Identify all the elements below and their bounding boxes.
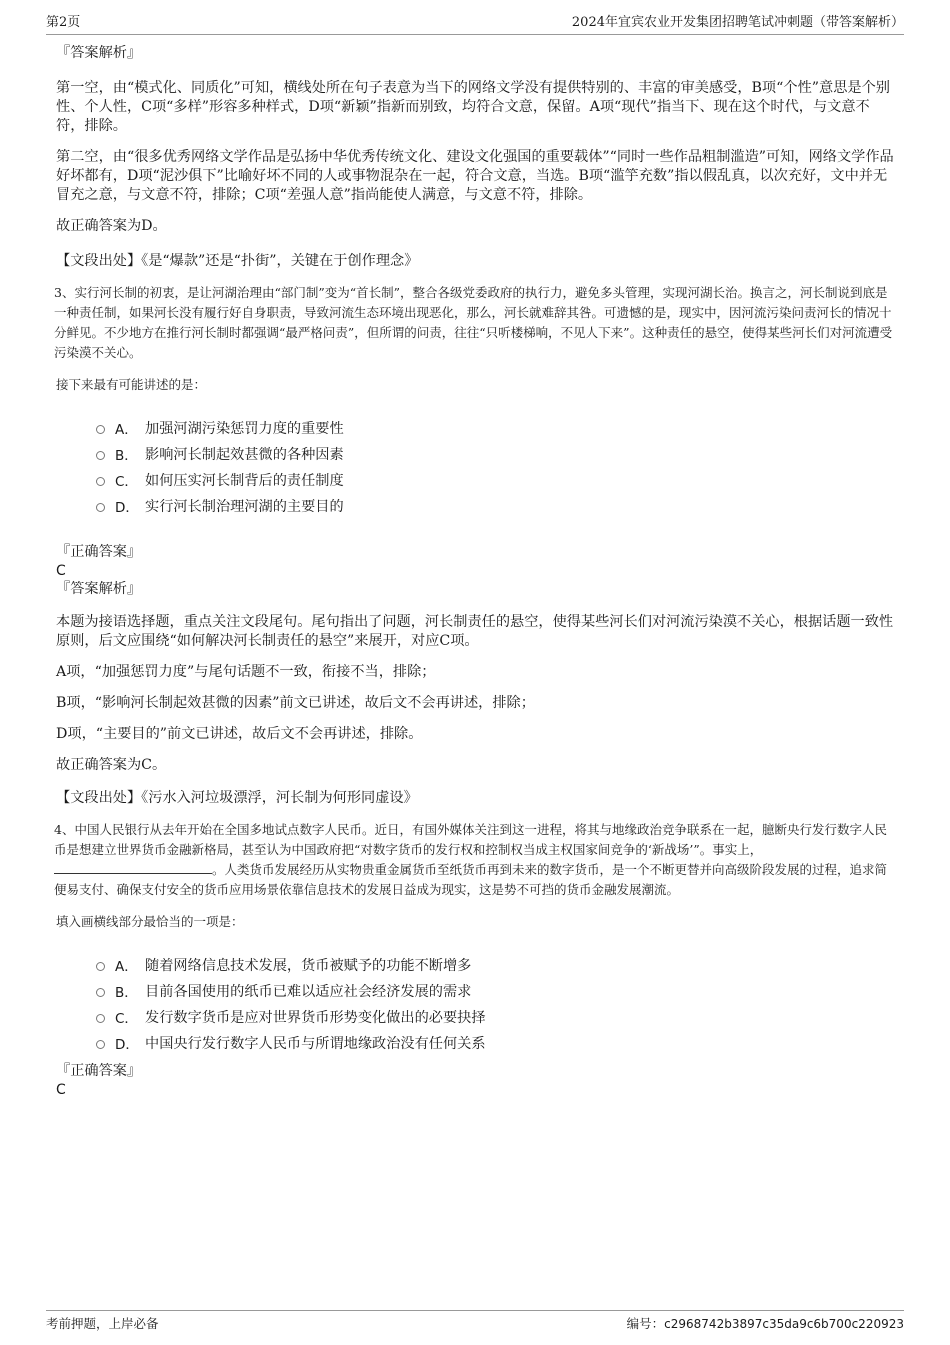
question-prompt: 填入画横线部分最恰当的一项是： xyxy=(56,914,244,929)
page-footer xyxy=(46,1310,904,1333)
question-stem xyxy=(54,820,896,900)
analysis-label: 『答案解析』 xyxy=(56,45,142,61)
code-value: c2968742b3897c35da9c6b700c220923 xyxy=(664,1317,904,1331)
option-text: 发行数字货币是应对世界货币形势变化做出的必要抉择 xyxy=(145,1010,486,1026)
analysis-paragraph: B项，“影响河长制起效甚微的因素”前文已讲述，故后文不会再讲述，排除； xyxy=(56,695,535,711)
source-citation: 【文段出处】《污水入河垃圾漂浮，河长制为何形同虚设》 xyxy=(56,790,418,806)
option-c[interactable] xyxy=(96,467,896,493)
correct-answer: C xyxy=(56,1082,66,1098)
page-header xyxy=(46,14,904,35)
document-code xyxy=(627,1313,904,1335)
answer-conclusion: 故正确答案为C。 xyxy=(56,757,167,773)
page-content xyxy=(56,44,896,1099)
option-letter: A． xyxy=(115,959,138,975)
fill-blank xyxy=(54,861,212,874)
option-text: 加强河湖污染惩罚力度的重要性 xyxy=(145,421,344,437)
correct-answer: C xyxy=(56,563,66,579)
option-b[interactable] xyxy=(96,978,896,1004)
option-text: 影响河长制起效甚微的各种因素 xyxy=(145,447,344,463)
analysis-paragraph: D项，“主要目的”前文已讲述，故后文不会再讲述，排除。 xyxy=(56,726,423,742)
option-text: 中国央行发行数字人民币与所谓地缘政治没有任何关系 xyxy=(145,1036,486,1052)
analysis-paragraph: 本题为接语选择题，重点关注文段尾句。尾句指出了问题，河长制责任的悬空，使得某些河长们对河流污染漠不关心，根据话题一致性原则，后文应围绕“如何解决河长制责任的悬空”来展开，对应C项。 xyxy=(56,614,894,649)
analysis-paragraph: A项，“加强惩罚力度”与尾句话题不一致，衔接不当，排除； xyxy=(56,664,436,680)
option-b[interactable] xyxy=(96,441,896,467)
option-d[interactable] xyxy=(96,493,896,519)
analysis-label: 『答案解析』 xyxy=(56,581,142,597)
radio-button[interactable] xyxy=(96,988,105,997)
radio-button[interactable] xyxy=(96,425,105,434)
page-number: 第2页 xyxy=(46,15,81,30)
radio-button[interactable] xyxy=(96,1040,105,1049)
option-letter: B． xyxy=(115,985,138,1001)
option-d[interactable] xyxy=(96,1030,896,1056)
analysis-paragraph: 第二空，由“很多优秀网络文学作品是弘扬中华优秀传统文化、建设文化强国的重要载体”“同时一些作品粗制滥造”可知，网络文学作品好坏都有，D项“泥沙俱下”比喻好坏不同的人或事物混杂在一起，符合文意，当选。B项“滥竽充数”指以假乱真，以次充好，文中并无冒充之意，与文意不符，排除；C项“差强人意”指尚能使人满意，与文意不符，排除。 xyxy=(56,149,894,203)
option-text: 实行河长制治理河湖的主要目的 xyxy=(145,499,344,515)
option-a[interactable] xyxy=(96,415,896,441)
footer-slogan: 考前押题，上岸必备 xyxy=(46,1316,159,1331)
option-c[interactable] xyxy=(96,1004,896,1030)
code-label: 编号： xyxy=(626,1316,665,1331)
question-stem: 3、实行河长制的初衷，是让河湖治理由“部门制”变为“首长制”，整合各级党委政府的执行力，避免多头管理，实现河湖长治。换言之，河长制说到底是一种责任制，如果河长没有履行好自身职责，导致河流生态环境出现恶化，那么，河长就难辞其咎。可遗憾的是，现实中，因河流污染问责河长的情况十分鲜见。不少地方在推行河长制时都强调“最严格问责”，但所谓的问责，往往“只听楼梯响，不见人下来”。这种责任的悬空，使得某些河长们对河流遭受污染漠不关心。 xyxy=(54,285,893,360)
analysis-paragraph: 第一空，由“模式化、同质化”可知，横线处所在句子表意为当下的网络文学没有提供特别的、丰富的审美感受，B项“个性”意思是个别性、个人性，C项“多样”形容多种样式，D项“新颖”指新而别致，均符合文意，保留。A项“现代”指当下、现在这个时代，与文意不符，排除。 xyxy=(56,80,890,134)
correct-answer-label: 『正确答案』 xyxy=(56,544,142,560)
radio-button[interactable] xyxy=(96,962,105,971)
option-text: 随着网络信息技术发展，货币被赋予的功能不断增多 xyxy=(145,958,472,974)
option-letter: A． xyxy=(115,422,138,438)
stem-text: 4、中国人民银行从去年开始在全国多地试点数字人民币。近日，有国外媒体关注到这一进程，将其与地缘政治竞争联系在一起，臆断央行发行数字人民币是想建立世界货币金融新格局，甚至认为中国政府把“对数字货币的发行权和控制权当成主权国家间竞争的‘新战场’”。事实上， xyxy=(54,822,887,857)
stem-text: 。人类货币发展经历从实物贵重金属货币至纸货币再到未来的数字货币，是一个不断更替并向高级阶段发展的过程，追求简便易支付、确保支付安全的货币应用场景依靠信息技术的发展日益成为现实，这是势不可挡的货币金融发展潮流。 xyxy=(54,862,888,897)
question-prompt: 接下来最有可能讲述的是： xyxy=(56,377,207,392)
option-list xyxy=(56,415,896,519)
option-list xyxy=(56,952,896,1056)
option-letter: C． xyxy=(115,474,138,490)
radio-button[interactable] xyxy=(96,451,105,460)
option-letter: B． xyxy=(115,448,138,464)
document-title: 2024年宜宾农业开发集团招聘笔试冲刺题（带答案解析） xyxy=(571,15,904,30)
source-citation: 【文段出处】《是“爆款”还是“扑街”，关键在于创作理念》 xyxy=(56,253,419,269)
option-letter: D． xyxy=(115,500,139,516)
radio-button[interactable] xyxy=(96,477,105,486)
option-text: 目前各国使用的纸币已难以适应社会经济发展的需求 xyxy=(145,984,472,1000)
option-text: 如何压实河长制背后的责任制度 xyxy=(145,473,344,489)
correct-answer-label: 『正确答案』 xyxy=(56,1063,142,1079)
option-letter: D． xyxy=(115,1037,139,1053)
radio-button[interactable] xyxy=(96,1014,105,1023)
option-letter: C． xyxy=(115,1011,138,1027)
answer-conclusion: 故正确答案为D。 xyxy=(56,218,167,234)
option-a[interactable] xyxy=(96,952,896,978)
radio-button[interactable] xyxy=(96,503,105,512)
